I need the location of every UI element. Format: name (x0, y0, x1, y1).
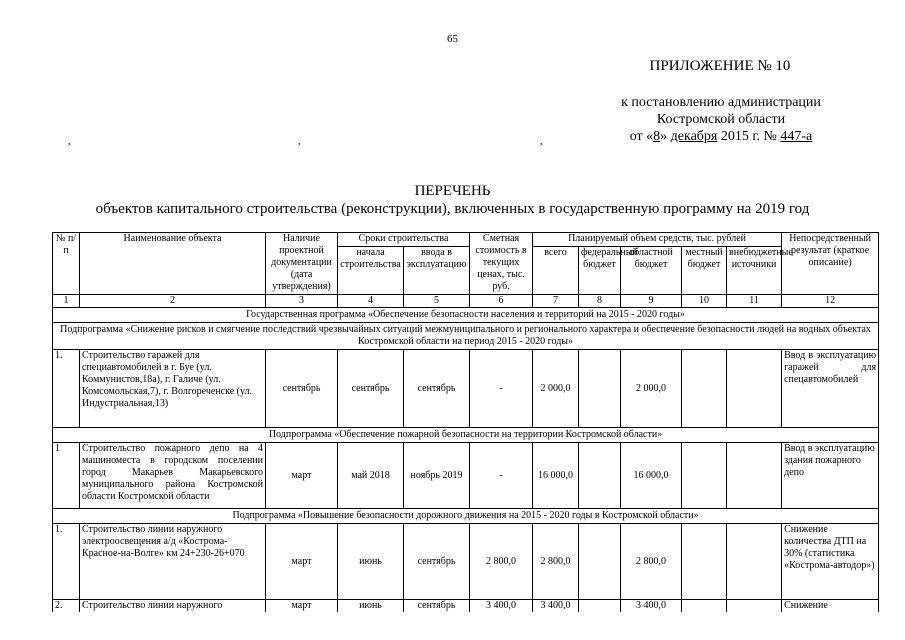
header-commission: ввода в эксплуатацию (404, 247, 470, 295)
objects-table (52, 232, 879, 612)
row-federal (579, 443, 621, 509)
row-result: Снижение (782, 600, 879, 613)
row-federal (579, 350, 621, 428)
row-total: 2 800,0 (533, 524, 579, 600)
header-row-1 (53, 233, 879, 247)
decree-month: декабря (670, 129, 718, 144)
column-number: 11 (727, 295, 782, 308)
row-local (682, 600, 727, 613)
row-num: 2. (53, 600, 80, 613)
row-extra (727, 600, 782, 613)
header-docs: Наличие проектной документации (дата утверждения) (266, 233, 338, 295)
table-row (53, 600, 879, 613)
row-docs: сентябрь (266, 350, 338, 428)
page-number: 65 (447, 33, 458, 45)
row-result: Ввод в эксплуатацию здания пожарного депо (782, 443, 879, 509)
decree-date-line: от «8» декабря 2015 г. № 447-а (629, 129, 813, 144)
row-start: сентябрь (338, 350, 404, 428)
section-row (53, 428, 879, 443)
row-local (682, 350, 727, 428)
row-name: Строительство линии наружного (80, 600, 266, 613)
column-number: 3 (266, 295, 338, 308)
header-total: всего (533, 247, 579, 295)
decree-line-1: к постановлению администрации (621, 95, 821, 110)
row-start: май 2018 (338, 443, 404, 509)
scan-mark: , (68, 136, 71, 147)
subprogram-title: Подпрограмма «Обеспечение пожарной безопасности на территории Костромской области» (53, 428, 879, 443)
table-row (53, 350, 879, 428)
row-total: 2 000,0 (533, 350, 579, 428)
decree-number: 447-а (780, 129, 813, 144)
header-start: начала строительства (338, 247, 404, 295)
row-docs: март (266, 600, 338, 613)
column-number: 10 (682, 295, 727, 308)
row-result: Ввод в эксплуатацию гаражей для спецавтомобилей (782, 350, 879, 428)
row-num: 1 (53, 443, 80, 509)
row-result: Снижение количества ДТП на 30% (статистика «Кострома-автодор») (782, 524, 879, 600)
row-cost: 2 800,0 (470, 524, 533, 600)
decree-line-2: Костромской области (656, 112, 786, 127)
row-total: 3 400,0 (533, 600, 579, 613)
row-federal (579, 524, 621, 600)
header-cost: Сметная стоимость в текущих ценах, тыс. руб. (470, 233, 533, 295)
row-num: 1. (53, 524, 80, 600)
row-name: Строительство линии наружного электроосвещения а/д «Кострома-Красное-на-Волге» км 24+230-26+070 (80, 524, 266, 600)
row-extra (727, 524, 782, 600)
row-local (682, 443, 727, 509)
row-federal (579, 600, 621, 613)
header-regional: областной бюджет (621, 247, 682, 295)
row-commission: сентябрь (404, 524, 470, 600)
row-local (682, 524, 727, 600)
column-number: 2 (80, 295, 266, 308)
row-name: Строительство гаражей для специавтомобилей в г. Буе (ул. Коммунистов,18а), г. Галиче (ул. Комсомольская,7), г. Волгореченске (ул. Индустриальная,13) (80, 350, 266, 428)
row-start: июнь (338, 524, 404, 600)
header-num: № п/п (53, 233, 80, 295)
header-federal: федеральный бюджет (579, 247, 621, 295)
row-extra (727, 443, 782, 509)
row-docs: март (266, 524, 338, 600)
scan-mark: , (298, 136, 301, 147)
section-row (53, 509, 879, 524)
column-number: 7 (533, 295, 579, 308)
header-name: Наименование объекта (80, 233, 266, 295)
header-result: Непосредственный результат (краткое описание) (782, 233, 879, 295)
row-commission: сентябрь (404, 350, 470, 428)
row-name: Строительство пожарного депо на 4 машиноместа в городском поселении город Макарьев Макарьевского муниципального района Костромской области Костромской области (80, 443, 266, 509)
section-row (53, 308, 879, 323)
row-commission: ноябрь 2019 (404, 443, 470, 509)
subprogram-title: Подпрограмма «Снижение рисков и смягчение последствий чрезвычайных ситуаций межмуниципального и регионального характера и обеспечение безопасности людей на водных объектах Костромской области на период 2015 - 2020 годы» (53, 323, 879, 350)
appendix-title: ПРИЛОЖЕНИЕ № 10 (649, 58, 791, 74)
row-cost: - (470, 350, 533, 428)
column-number: 12 (782, 295, 879, 308)
header-local: местный бюджет (682, 247, 727, 295)
row-cost: 3 400,0 (470, 600, 533, 613)
row-regional: 3 400,0 (621, 600, 682, 613)
scan-mark: , (540, 136, 543, 147)
row-total: 16 000,0 (533, 443, 579, 509)
row-start: июнь (338, 600, 404, 613)
title-line-2: объектов капитального строительства (реконструкции), включенных в государственную программу на 2019 год (95, 201, 810, 217)
header-extra: внебюджетные источники (727, 247, 782, 295)
table-row (53, 524, 879, 600)
scan-marks (0, 136, 905, 150)
program-title: Государственная программа «Обеспечение безопасности населения и территорий на 2015 - 2020 годы» (53, 308, 879, 323)
row-extra (727, 350, 782, 428)
column-number: 1 (53, 295, 80, 308)
row-docs: март (266, 443, 338, 509)
column-number: 9 (621, 295, 682, 308)
row-regional: 16 000,0 (621, 443, 682, 509)
row-regional: 2 000,0 (621, 350, 682, 428)
row-num: 1. (53, 350, 80, 428)
row-cost: - (470, 443, 533, 509)
column-number: 6 (470, 295, 533, 308)
document-title (0, 182, 905, 218)
column-number: 5 (404, 295, 470, 308)
row-commission: сентябрь (404, 600, 470, 613)
section-row (53, 323, 879, 350)
header-terms: Сроки строительства (338, 233, 470, 247)
column-number-row (53, 295, 879, 308)
column-number: 8 (579, 295, 621, 308)
table-row (53, 443, 879, 509)
subprogram-title: Подпрограмма «Повышение безопасности дорожного движения на 2015 - 2020 годы в Костромской области» (53, 509, 879, 524)
header-funds: Планируемый объем средств, тыс. рублей (533, 233, 782, 247)
decree-day: 8 (653, 129, 661, 144)
title-line-1: ПЕРЕЧЕНЬ (414, 183, 491, 199)
column-number: 4 (338, 295, 404, 308)
row-regional: 2 800,0 (621, 524, 682, 600)
